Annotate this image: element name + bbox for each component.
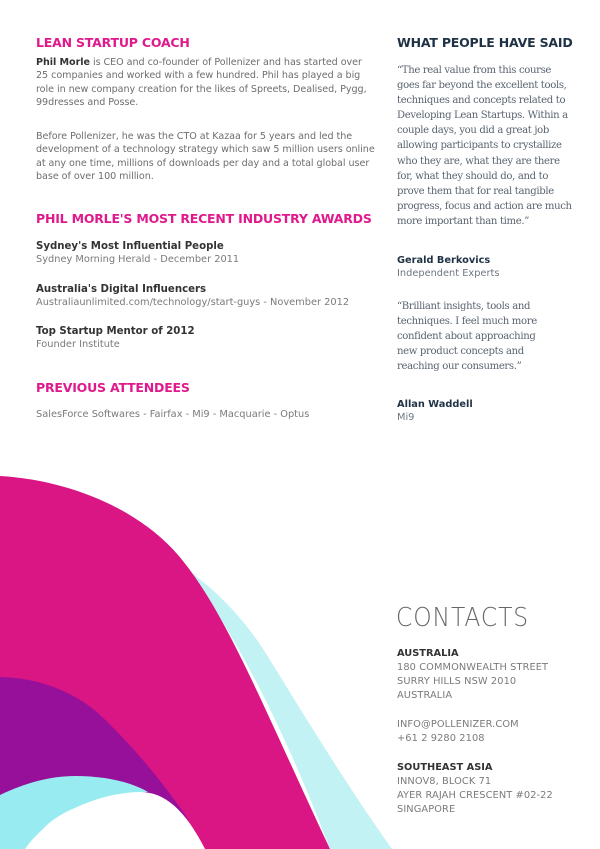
testimonial-org: Mi9: [397, 412, 415, 423]
testimonial-attribution: [397, 398, 473, 425]
award-source: Sydney Morning Herald - December 2011: [36, 254, 240, 265]
coach-bio-paragraph-1: [36, 56, 376, 110]
attendees-heading: PREVIOUS ATTENDEES: [36, 380, 190, 395]
coach-heading: LEAN STARTUP COACH: [36, 35, 190, 50]
address-line: SURRY HILLS NSW 2010: [397, 676, 517, 688]
coach-bio-paragraph-2: Before Pollenizer, he was the CTO at Kazaa for 5 years and led the development of a technology strategy which saw 5 million users online at any one time, millions of downloads per day and a total global user base of over 100 million.: [36, 131, 375, 183]
address-line: SINGAPORE: [397, 804, 456, 816]
coach-bio-text: is CEO and co-founder of Pollenizer and has started over 25 companies and worked with a few hundred. Phil has played a big role in new company creation for the likes of Spreets, Dealised, Pygg, 99dresses and Posse.: [36, 57, 367, 109]
awards-heading: PHIL MORLE'S MOST RECENT INDUSTRY AWARDS: [36, 211, 372, 226]
award-title: Top Startup Mentor of 2012: [36, 326, 195, 337]
testimonial-quote: “Brilliant insights, tools and techniques. I feel much more confident about approaching new product concepts and reaching our consumers.”: [397, 301, 537, 373]
award-item: [36, 283, 349, 310]
award-item: [36, 325, 195, 352]
contact-southeast-asia: [397, 761, 553, 818]
testimonial-author: Gerald Berkovics: [397, 255, 491, 266]
attendees-list: SalesForce Softwares - Fairfax - Mi9 - Macquarie - Optus: [36, 409, 310, 420]
contacts-heading: CONTACTS: [396, 603, 530, 633]
contact-email-link[interactable]: INFO@POLLENIZER.COM: [397, 718, 519, 730]
award-source: Australiaunlimited.com/technology/start-guys - November 2012: [36, 297, 350, 308]
address-line: AYER RAJAH CRESCENT #02-22: [397, 790, 553, 802]
address-line: AUSTRALIA: [397, 690, 453, 702]
testimonial-org: Independent Experts: [397, 268, 500, 279]
region-label: SOUTHEAST ASIA: [397, 762, 493, 773]
award-title: Sydney's Most Influential People: [36, 241, 224, 252]
address-line: INNOV8, BLOCK 71: [397, 776, 492, 787]
award-source: Founder Institute: [36, 339, 120, 350]
coach-name: Phil Morle: [36, 57, 90, 68]
testimonial-attribution: [397, 254, 499, 281]
award-item: [36, 240, 239, 267]
award-title: Australia's Digital Influencers: [36, 284, 207, 295]
contact-phone: +61 2 9280 2108: [397, 732, 485, 744]
testimonials-heading: WHAT PEOPLE HAVE SAID: [397, 35, 573, 50]
testimonial-quote: “The real value from this course goes far beyond the excellent tools, techniques and concepts related to Developing Lean Startups. Within a couple days, you did a great job allowing participants to crystallize who they are, what they are there for, what they should do, and to prove them that for real tangible progress, focus and action are much more important than time.”: [397, 65, 572, 227]
address-line: 180 COMMONWEALTH STREET: [397, 662, 549, 673]
region-label: AUSTRALIA: [397, 648, 459, 659]
testimonial-author: Allan Waddell: [397, 399, 473, 410]
contact-australia: [397, 647, 548, 746]
